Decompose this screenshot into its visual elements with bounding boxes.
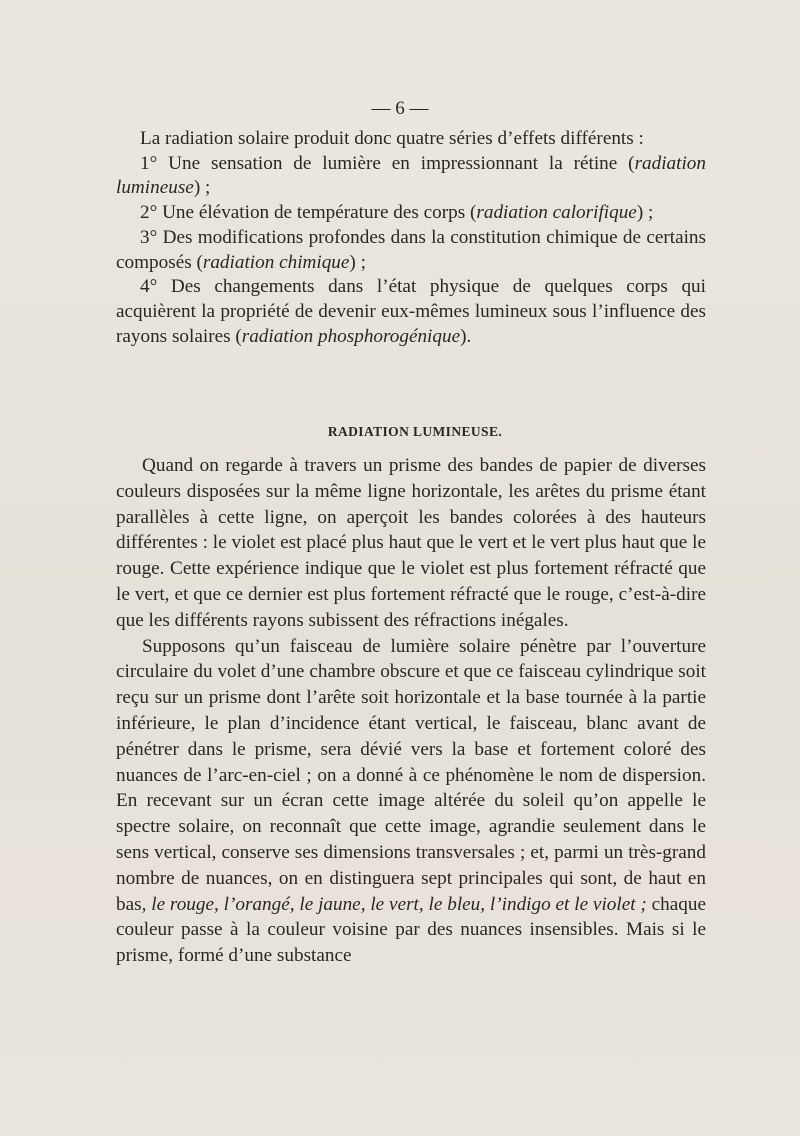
spectrum-colors: le rouge, l’orangé, le jaune, le vert, le bleu, l’indigo et le violet ; <box>151 893 647 915</box>
section-heading: RADIATION LUMINEUSE. <box>327 424 503 439</box>
effect-item-4-end: ). <box>460 325 472 347</box>
effect-item-2-text: 2° Une élévation de température des corps ( <box>140 202 477 224</box>
paragraph-dispersion-end: chaque couleur passe à la couleur voisine par des nuances insensibles. Mais si le prisme, formé d’une substance <box>116 893 706 967</box>
effect-item-2 <box>116 201 706 226</box>
paragraph-prism-observation: Quand on regarde à travers un prisme des bandes de papier de diverses couleurs disposées sur la même ligne horizontale, les arêtes du prisme étant parallèles à cette ligne, on aperçoit les bandes colorées à des hauteurs différentes : le violet est placé plus haut que le vert et le vert plus haut que le rouge. Cette expérience indique que le violet est plus fortement réfracté que le vert, et que ce dernier est plus fortement réfracté que le rouge, c’est-à-dire que les différents rayons subissent des réfractions inégales. <box>116 455 706 631</box>
effects-list-section <box>116 127 706 349</box>
paragraph-dispersion-start: Supposons qu’un faisceau de lumière solaire pénètre par l’ouverture circulaire du volet d’une chambre obscure et que ce faisceau cylindrique soit reçu sur un prisme dont l’arête soit horizontale et la base tournée à la partie inférieure, le plan d’incidence étant vertical, le faisceau, blanc avant de pénétrer dans le prisme, sera dévié vers la base et fortement coloré des nuances de l’arc-en-ciel ; on a donné à ce phénomène le nom de dispersion. En recevant sur un écran cette image altérée du soleil qu’on appelle le spectre solaire, on reconnaît que cette image, agrandie seulement dans le sens vertical, conserve ses dimensions transversales ; et, parmi un très-grand nombre de nuances, on en distinguera sept principales qui sont, de haut en bas, <box>116 635 706 915</box>
effect-item-3-end: ) ; <box>349 251 366 273</box>
effect-item-4-term: radiation phosphorogénique <box>241 325 461 347</box>
effect-item-1-text: 1° Une sensation de lumière en impressionnant la rétine ( <box>140 152 635 174</box>
effect-item-2-end: ) ; <box>636 202 654 224</box>
effect-item-3-term: radiation chimique <box>202 251 350 273</box>
paragraph-dispersion <box>116 634 706 969</box>
effect-item-4-text: 4° Des changements dans l’état physique de quelques corps qui acquièrent la propriété de devenir eux-mêmes lumineux sous l’influence des rayons solaires ( <box>116 276 706 347</box>
effect-item-1 <box>116 152 706 201</box>
effect-item-2-term: radiation calorifique <box>476 202 637 224</box>
effect-item-3-text: 3° Des modifications profondes dans la constitution chimique de certains composés ( <box>116 226 706 273</box>
luminous-radiation-section <box>116 453 706 969</box>
effect-item-1-end: ) ; <box>193 177 211 199</box>
effect-item-1-term: radiation lumineuse <box>116 152 706 199</box>
effect-item-4 <box>116 275 706 349</box>
page-number: — 6 — <box>371 98 429 119</box>
effect-item-3 <box>116 226 706 275</box>
intro-sentence: La radiation solaire produit donc quatre séries d’effets différents : <box>140 128 644 149</box>
